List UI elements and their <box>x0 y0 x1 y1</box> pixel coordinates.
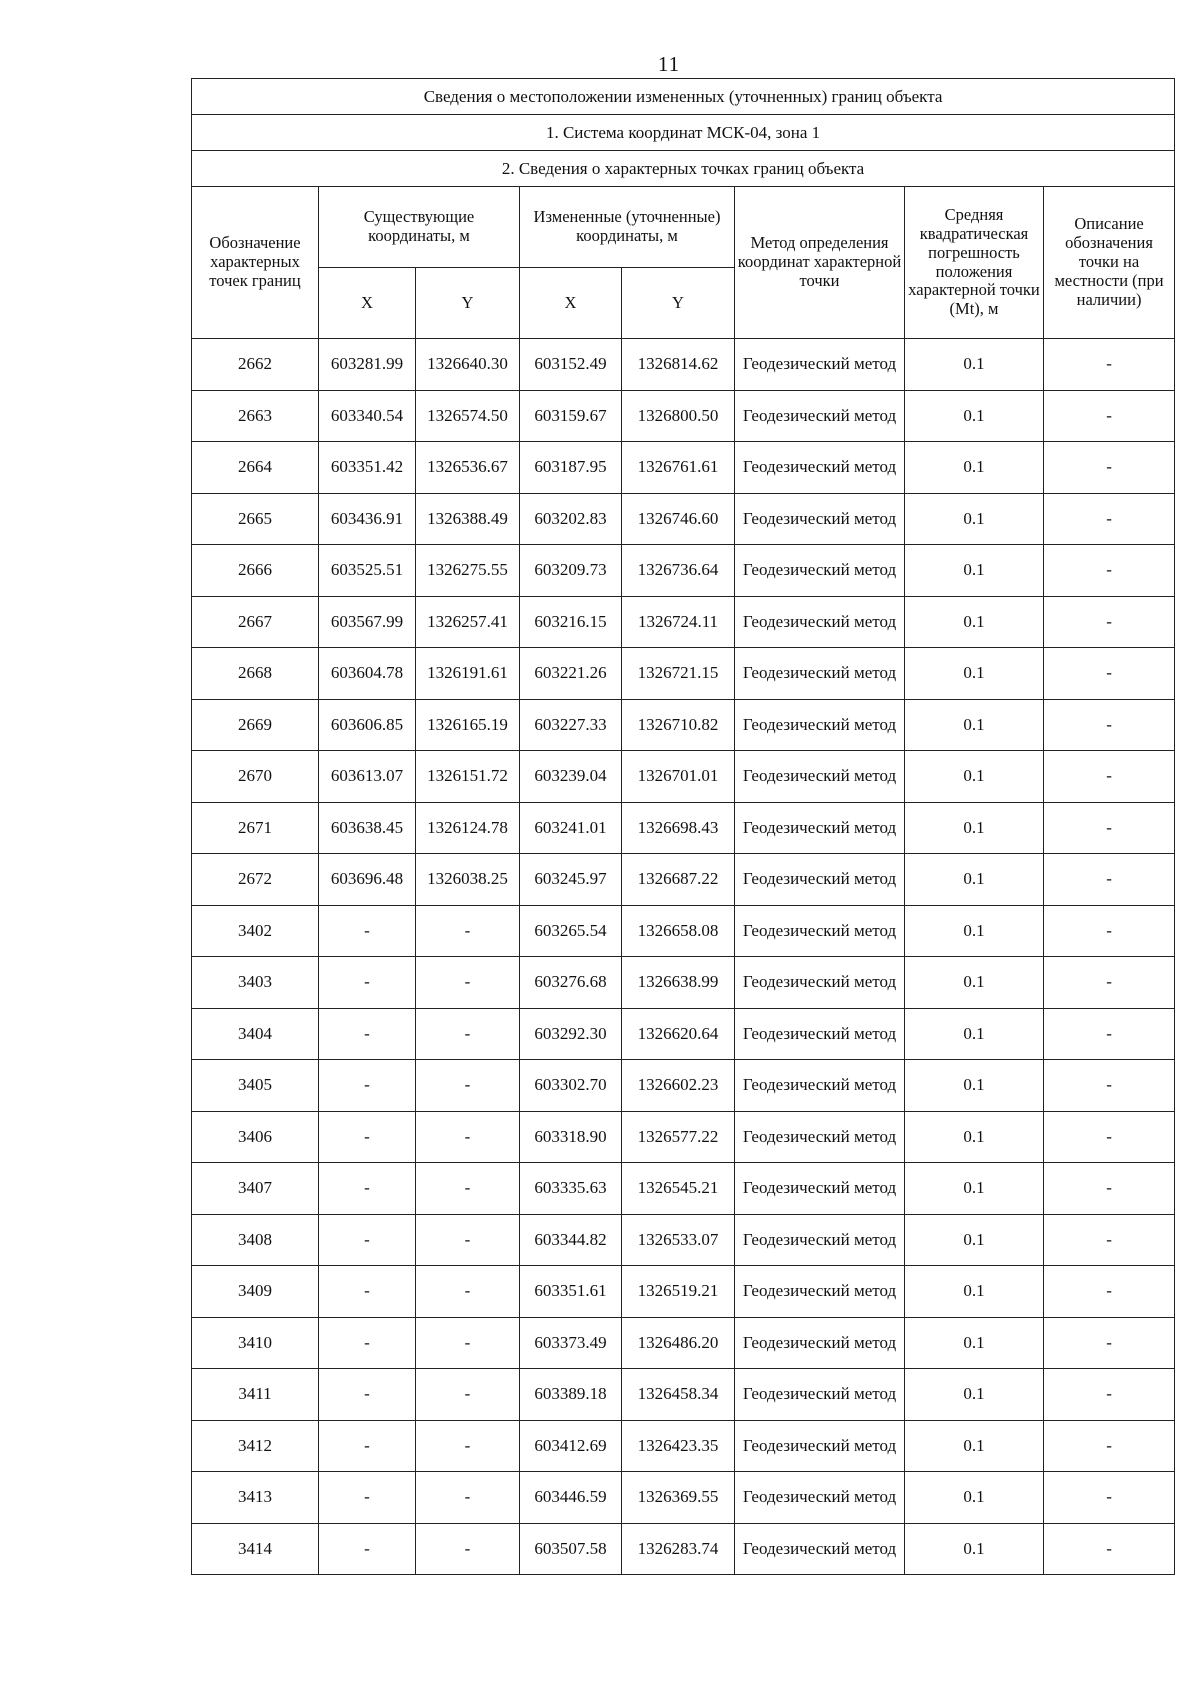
cell-description: - <box>1044 1420 1175 1472</box>
cell-changed-y: 1326283.74 <box>622 1523 735 1575</box>
cell-existing-y: - <box>416 1214 520 1266</box>
cell-method: Геодезический метод <box>735 1523 905 1575</box>
cell-changed-x: 603239.04 <box>520 751 622 803</box>
cell-existing-x: - <box>319 1369 416 1421</box>
table-row <box>192 390 1175 442</box>
header-existing-x: X <box>319 268 416 339</box>
cell-existing-x: 603613.07 <box>319 751 416 803</box>
cell-changed-x: 603373.49 <box>520 1317 622 1369</box>
cell-method: Геодезический метод <box>735 442 905 494</box>
cell-accuracy: 0.1 <box>905 1369 1044 1421</box>
table-row <box>192 1420 1175 1472</box>
cell-changed-y: 1326369.55 <box>622 1472 735 1524</box>
cell-method: Геодезический метод <box>735 1266 905 1318</box>
cell-changed-y: 1326800.50 <box>622 390 735 442</box>
cell-description: - <box>1044 1008 1175 1060</box>
cell-existing-y: - <box>416 1420 520 1472</box>
table-row <box>192 905 1175 957</box>
cell-accuracy: 0.1 <box>905 1523 1044 1575</box>
cell-method: Геодезический метод <box>735 751 905 803</box>
cell-existing-y: 1326191.61 <box>416 648 520 700</box>
table-row <box>192 1163 1175 1215</box>
cell-existing-y: - <box>416 1523 520 1575</box>
cell-changed-x: 603245.97 <box>520 854 622 906</box>
cell-existing-y: - <box>416 957 520 1009</box>
cell-accuracy: 0.1 <box>905 957 1044 1009</box>
cell-description: - <box>1044 957 1175 1009</box>
cell-method: Геодезический метод <box>735 1317 905 1369</box>
cell-changed-x: 603302.70 <box>520 1060 622 1112</box>
header-method: Метод определения координат характерной точки <box>735 187 905 339</box>
coordinate-system: 1. Система координат МСК-04, зона 1 <box>192 115 1175 151</box>
cell-changed-y: 1326602.23 <box>622 1060 735 1112</box>
cell-changed-x: 603209.73 <box>520 545 622 597</box>
cell-point: 3407 <box>192 1163 319 1215</box>
cell-accuracy: 0.1 <box>905 493 1044 545</box>
table-row <box>192 596 1175 648</box>
cell-point: 3402 <box>192 905 319 957</box>
cell-changed-y: 1326533.07 <box>622 1214 735 1266</box>
cell-point: 2665 <box>192 493 319 545</box>
cell-changed-x: 603187.95 <box>520 442 622 494</box>
header-existing-coords: Существующие координаты, м <box>319 187 520 268</box>
table-row <box>192 1523 1175 1575</box>
cell-description: - <box>1044 751 1175 803</box>
cell-existing-y: - <box>416 1472 520 1524</box>
table-row <box>192 1369 1175 1421</box>
header-changed-coords: Измененные (уточненные) координаты, м <box>520 187 735 268</box>
cell-existing-y: 1326151.72 <box>416 751 520 803</box>
cell-description: - <box>1044 596 1175 648</box>
cell-point: 2664 <box>192 442 319 494</box>
cell-existing-y: 1326640.30 <box>416 339 520 391</box>
cell-existing-y: - <box>416 1317 520 1369</box>
cell-changed-x: 603412.69 <box>520 1420 622 1472</box>
cell-existing-y: 1326165.19 <box>416 699 520 751</box>
cell-changed-x: 603507.58 <box>520 1523 622 1575</box>
cell-changed-x: 603292.30 <box>520 1008 622 1060</box>
cell-method: Геодезический метод <box>735 1163 905 1215</box>
cell-existing-y: - <box>416 1060 520 1112</box>
cell-changed-x: 603159.67 <box>520 390 622 442</box>
cell-changed-y: 1326620.64 <box>622 1008 735 1060</box>
cell-existing-x: - <box>319 1060 416 1112</box>
cell-existing-x: - <box>319 1266 416 1318</box>
cell-accuracy: 0.1 <box>905 1317 1044 1369</box>
title-row-1 <box>192 79 1175 115</box>
cell-method: Геодезический метод <box>735 390 905 442</box>
cell-description: - <box>1044 648 1175 700</box>
table-row <box>192 1060 1175 1112</box>
cell-changed-y: 1326746.60 <box>622 493 735 545</box>
cell-changed-x: 603276.68 <box>520 957 622 1009</box>
cell-existing-x: 603567.99 <box>319 596 416 648</box>
cell-point: 3404 <box>192 1008 319 1060</box>
cell-existing-x: - <box>319 1163 416 1215</box>
title-row-2 <box>192 115 1175 151</box>
cell-description: - <box>1044 1266 1175 1318</box>
cell-description: - <box>1044 1060 1175 1112</box>
cell-existing-x: 603281.99 <box>319 339 416 391</box>
cell-method: Геодезический метод <box>735 699 905 751</box>
table-row <box>192 854 1175 906</box>
cell-point: 3411 <box>192 1369 319 1421</box>
cell-point: 3413 <box>192 1472 319 1524</box>
cell-method: Геодезический метод <box>735 854 905 906</box>
cell-existing-x: 603525.51 <box>319 545 416 597</box>
cell-existing-y: 1326275.55 <box>416 545 520 597</box>
cell-accuracy: 0.1 <box>905 545 1044 597</box>
header-existing-y: Y <box>416 268 520 339</box>
cell-point: 2668 <box>192 648 319 700</box>
table-row <box>192 493 1175 545</box>
cell-existing-y: 1326388.49 <box>416 493 520 545</box>
cell-existing-x: - <box>319 1317 416 1369</box>
cell-accuracy: 0.1 <box>905 1163 1044 1215</box>
cell-existing-y: 1326574.50 <box>416 390 520 442</box>
cell-point: 3406 <box>192 1111 319 1163</box>
cell-accuracy: 0.1 <box>905 1472 1044 1524</box>
cell-existing-x: - <box>319 1008 416 1060</box>
table-body <box>192 339 1175 1575</box>
cell-existing-x: - <box>319 1214 416 1266</box>
cell-point: 2671 <box>192 802 319 854</box>
cell-description: - <box>1044 1369 1175 1421</box>
cell-description: - <box>1044 339 1175 391</box>
cell-existing-x: - <box>319 1111 416 1163</box>
cell-description: - <box>1044 545 1175 597</box>
cell-changed-x: 603318.90 <box>520 1111 622 1163</box>
cell-accuracy: 0.1 <box>905 751 1044 803</box>
table-row <box>192 648 1175 700</box>
table-row <box>192 1214 1175 1266</box>
section-title: 2. Сведения о характерных точках границ объекта <box>192 151 1175 187</box>
cell-description: - <box>1044 1317 1175 1369</box>
cell-existing-y: - <box>416 905 520 957</box>
cell-method: Геодезический метод <box>735 1420 905 1472</box>
cell-existing-x: - <box>319 957 416 1009</box>
cell-existing-x: - <box>319 1472 416 1524</box>
cell-point: 2672 <box>192 854 319 906</box>
cell-point: 2670 <box>192 751 319 803</box>
cell-existing-y: - <box>416 1111 520 1163</box>
cell-description: - <box>1044 854 1175 906</box>
cell-changed-x: 603265.54 <box>520 905 622 957</box>
cell-accuracy: 0.1 <box>905 1214 1044 1266</box>
cell-point: 2669 <box>192 699 319 751</box>
boundary-points-table <box>191 78 1175 1575</box>
cell-accuracy: 0.1 <box>905 1008 1044 1060</box>
cell-changed-y: 1326423.35 <box>622 1420 735 1472</box>
table-row <box>192 802 1175 854</box>
cell-point: 3410 <box>192 1317 319 1369</box>
cell-changed-y: 1326721.15 <box>622 648 735 700</box>
cell-changed-y: 1326710.82 <box>622 699 735 751</box>
cell-existing-y: - <box>416 1163 520 1215</box>
cell-existing-y: - <box>416 1266 520 1318</box>
table-title: Сведения о местоположении измененных (уточненных) границ объекта <box>192 79 1175 115</box>
cell-accuracy: 0.1 <box>905 1111 1044 1163</box>
cell-changed-x: 603446.59 <box>520 1472 622 1524</box>
table-row <box>192 442 1175 494</box>
cell-accuracy: 0.1 <box>905 802 1044 854</box>
cell-description: - <box>1044 1472 1175 1524</box>
cell-method: Геодезический метод <box>735 1214 905 1266</box>
cell-existing-x: 603606.85 <box>319 699 416 751</box>
cell-existing-x: 603351.42 <box>319 442 416 494</box>
cell-accuracy: 0.1 <box>905 1420 1044 1472</box>
cell-changed-y: 1326701.01 <box>622 751 735 803</box>
cell-method: Геодезический метод <box>735 1472 905 1524</box>
cell-changed-y: 1326545.21 <box>622 1163 735 1215</box>
table-row <box>192 1008 1175 1060</box>
cell-point: 2666 <box>192 545 319 597</box>
title-row-3 <box>192 151 1175 187</box>
cell-description: - <box>1044 802 1175 854</box>
cell-accuracy: 0.1 <box>905 339 1044 391</box>
table-row <box>192 1266 1175 1318</box>
header-description: Описание обозначения точки на местности (при наличии) <box>1044 187 1175 339</box>
cell-existing-y: - <box>416 1008 520 1060</box>
cell-point: 2663 <box>192 390 319 442</box>
cell-method: Геодезический метод <box>735 957 905 1009</box>
cell-changed-x: 603227.33 <box>520 699 622 751</box>
table-row <box>192 1472 1175 1524</box>
table-row <box>192 957 1175 1009</box>
cell-existing-x: 603436.91 <box>319 493 416 545</box>
cell-changed-x: 603335.63 <box>520 1163 622 1215</box>
cell-changed-y: 1326638.99 <box>622 957 735 1009</box>
header-accuracy: Средняя квадратическая погрешность положения характерной точки (Mt), м <box>905 187 1044 339</box>
cell-changed-x: 603216.15 <box>520 596 622 648</box>
cell-method: Геодезический метод <box>735 545 905 597</box>
cell-changed-y: 1326486.20 <box>622 1317 735 1369</box>
cell-existing-y: 1326536.67 <box>416 442 520 494</box>
cell-changed-y: 1326577.22 <box>622 1111 735 1163</box>
cell-description: - <box>1044 1214 1175 1266</box>
cell-point: 3403 <box>192 957 319 1009</box>
cell-changed-y: 1326458.34 <box>622 1369 735 1421</box>
cell-accuracy: 0.1 <box>905 905 1044 957</box>
cell-method: Геодезический метод <box>735 802 905 854</box>
cell-changed-y: 1326698.43 <box>622 802 735 854</box>
cell-existing-y: 1326124.78 <box>416 802 520 854</box>
cell-accuracy: 0.1 <box>905 1060 1044 1112</box>
cell-changed-y: 1326736.64 <box>622 545 735 597</box>
cell-changed-x: 603152.49 <box>520 339 622 391</box>
table-row <box>192 751 1175 803</box>
cell-changed-y: 1326761.61 <box>622 442 735 494</box>
cell-changed-y: 1326814.62 <box>622 339 735 391</box>
cell-accuracy: 0.1 <box>905 1266 1044 1318</box>
cell-method: Геодезический метод <box>735 1060 905 1112</box>
cell-point: 2667 <box>192 596 319 648</box>
cell-method: Геодезический метод <box>735 905 905 957</box>
cell-description: - <box>1044 493 1175 545</box>
cell-existing-x: - <box>319 905 416 957</box>
header-point-designation: Обозначение характерных точек границ <box>192 187 319 339</box>
cell-method: Геодезический метод <box>735 648 905 700</box>
cell-point: 2662 <box>192 339 319 391</box>
cell-existing-x: 603604.78 <box>319 648 416 700</box>
cell-existing-x: - <box>319 1523 416 1575</box>
cell-changed-y: 1326687.22 <box>622 854 735 906</box>
header-changed-x: X <box>520 268 622 339</box>
header-row-1 <box>192 187 1175 268</box>
cell-existing-x: - <box>319 1420 416 1472</box>
cell-method: Геодезический метод <box>735 596 905 648</box>
table-row <box>192 339 1175 391</box>
cell-changed-x: 603344.82 <box>520 1214 622 1266</box>
cell-method: Геодезический метод <box>735 1369 905 1421</box>
cell-existing-y: - <box>416 1369 520 1421</box>
cell-method: Геодезический метод <box>735 339 905 391</box>
cell-description: - <box>1044 1111 1175 1163</box>
cell-accuracy: 0.1 <box>905 596 1044 648</box>
cell-method: Геодезический метод <box>735 493 905 545</box>
cell-accuracy: 0.1 <box>905 854 1044 906</box>
cell-existing-x: 603696.48 <box>319 854 416 906</box>
cell-point: 3408 <box>192 1214 319 1266</box>
cell-accuracy: 0.1 <box>905 648 1044 700</box>
cell-accuracy: 0.1 <box>905 442 1044 494</box>
cell-description: - <box>1044 905 1175 957</box>
cell-point: 3409 <box>192 1266 319 1318</box>
cell-description: - <box>1044 442 1175 494</box>
table-row <box>192 1317 1175 1369</box>
cell-description: - <box>1044 699 1175 751</box>
cell-changed-y: 1326658.08 <box>622 905 735 957</box>
cell-existing-x: 603340.54 <box>319 390 416 442</box>
cell-method: Геодезический метод <box>735 1111 905 1163</box>
page-number: 11 <box>657 52 681 76</box>
cell-changed-x: 603221.26 <box>520 648 622 700</box>
cell-description: - <box>1044 1163 1175 1215</box>
cell-existing-x: 603638.45 <box>319 802 416 854</box>
cell-description: - <box>1044 1523 1175 1575</box>
cell-description: - <box>1044 390 1175 442</box>
cell-changed-x: 603241.01 <box>520 802 622 854</box>
cell-point: 3405 <box>192 1060 319 1112</box>
cell-existing-y: 1326038.25 <box>416 854 520 906</box>
cell-changed-x: 603389.18 <box>520 1369 622 1421</box>
cell-method: Геодезический метод <box>735 1008 905 1060</box>
table-row <box>192 1111 1175 1163</box>
cell-accuracy: 0.1 <box>905 390 1044 442</box>
cell-accuracy: 0.1 <box>905 699 1044 751</box>
cell-point: 3414 <box>192 1523 319 1575</box>
cell-existing-y: 1326257.41 <box>416 596 520 648</box>
table-row <box>192 545 1175 597</box>
cell-changed-x: 603351.61 <box>520 1266 622 1318</box>
cell-changed-y: 1326724.11 <box>622 596 735 648</box>
cell-changed-y: 1326519.21 <box>622 1266 735 1318</box>
cell-changed-x: 603202.83 <box>520 493 622 545</box>
table-row <box>192 699 1175 751</box>
cell-point: 3412 <box>192 1420 319 1472</box>
header-changed-y: Y <box>622 268 735 339</box>
